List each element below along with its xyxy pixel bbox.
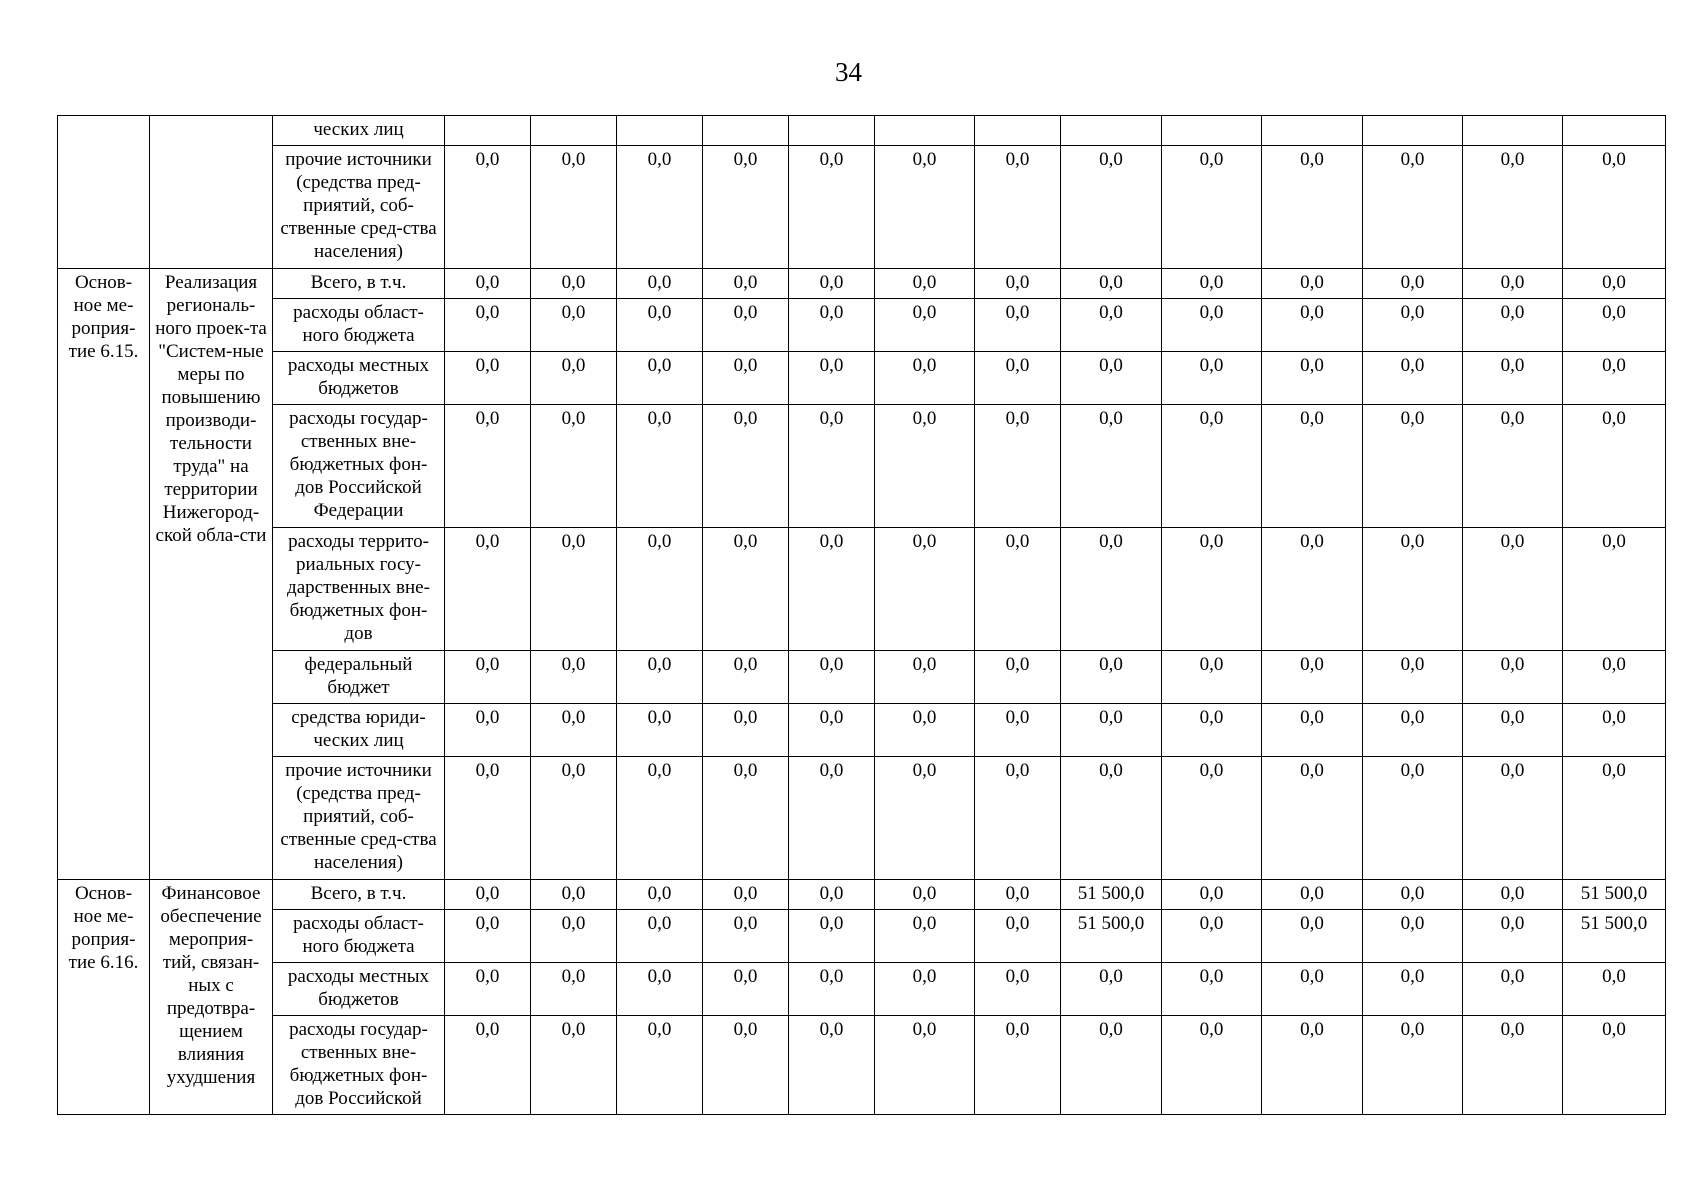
value-cell: 0,0: [1363, 146, 1463, 269]
funding-source-cell: расходы террито-риальных госу-дарственных вне-бюджетных фон-дов: [273, 528, 445, 651]
value-cell: 0,0: [1061, 299, 1162, 352]
value-cell: 0,0: [617, 269, 703, 299]
value-cell: 0,0: [1363, 651, 1463, 704]
value-cell: 0,0: [789, 1016, 875, 1115]
value-cell: 0,0: [1563, 405, 1666, 528]
table-row: [58, 1016, 1666, 1115]
value-cell: 0,0: [1463, 352, 1563, 405]
table-row: [58, 757, 1666, 880]
value-cell: 0,0: [1162, 269, 1262, 299]
value-cell: [1563, 116, 1666, 146]
value-cell: 0,0: [789, 880, 875, 910]
value-cell: [1363, 116, 1463, 146]
value-cell: 0,0: [875, 269, 975, 299]
value-cell: [445, 116, 531, 146]
value-cell: 0,0: [789, 963, 875, 1016]
value-cell: [617, 116, 703, 146]
value-cell: 0,0: [1463, 528, 1563, 651]
value-cell: 0,0: [1262, 880, 1363, 910]
value-cell: 0,0: [789, 146, 875, 269]
value-cell: 0,0: [617, 528, 703, 651]
value-cell: 0,0: [789, 352, 875, 405]
value-cell: 0,0: [1162, 405, 1262, 528]
value-cell: 0,0: [1563, 651, 1666, 704]
value-cell: 0,0: [975, 352, 1061, 405]
funding-source-cell: расходы област-ного бюджета: [273, 910, 445, 963]
value-cell: 0,0: [617, 963, 703, 1016]
value-cell: 0,0: [1563, 963, 1666, 1016]
value-cell: 0,0: [975, 1016, 1061, 1115]
value-cell: 0,0: [1463, 704, 1563, 757]
value-cell: 0,0: [1262, 528, 1363, 651]
value-cell: 0,0: [1463, 757, 1563, 880]
funding-source-cell: ческих лиц: [273, 116, 445, 146]
value-cell: 0,0: [1262, 1016, 1363, 1115]
value-cell: 0,0: [1363, 704, 1463, 757]
value-cell: 0,0: [703, 528, 789, 651]
value-cell: 0,0: [875, 651, 975, 704]
measure-cell: Основ-ное ме-роприя-тие 6.15.: [58, 269, 150, 880]
value-cell: 0,0: [1162, 704, 1262, 757]
value-cell: 0,0: [617, 757, 703, 880]
value-cell: 0,0: [789, 528, 875, 651]
value-cell: 0,0: [1363, 299, 1463, 352]
value-cell: 0,0: [1162, 352, 1262, 405]
value-cell: [531, 116, 617, 146]
value-cell: 0,0: [531, 757, 617, 880]
value-cell: 0,0: [1061, 704, 1162, 757]
value-cell: [1262, 116, 1363, 146]
table-row: [58, 880, 1666, 910]
value-cell: 0,0: [1563, 528, 1666, 651]
value-cell: 0,0: [1061, 528, 1162, 651]
value-cell: 0,0: [975, 269, 1061, 299]
value-cell: 0,0: [1463, 1016, 1563, 1115]
value-cell: 0,0: [1463, 651, 1563, 704]
value-cell: 0,0: [703, 651, 789, 704]
value-cell: 0,0: [703, 910, 789, 963]
value-cell: 0,0: [1262, 651, 1363, 704]
funding-source-cell: федеральный бюджет: [273, 651, 445, 704]
value-cell: 0,0: [1061, 651, 1162, 704]
value-cell: 0,0: [789, 704, 875, 757]
value-cell: 0,0: [1363, 963, 1463, 1016]
value-cell: 0,0: [1563, 352, 1666, 405]
value-cell: 0,0: [975, 528, 1061, 651]
value-cell: 51 500,0: [1563, 910, 1666, 963]
value-cell: 0,0: [1463, 269, 1563, 299]
value-cell: 0,0: [445, 1016, 531, 1115]
value-cell: 0,0: [975, 146, 1061, 269]
value-cell: 0,0: [875, 880, 975, 910]
value-cell: 0,0: [445, 405, 531, 528]
value-cell: 0,0: [531, 910, 617, 963]
value-cell: 0,0: [1563, 704, 1666, 757]
value-cell: 0,0: [1262, 269, 1363, 299]
table-row: [58, 405, 1666, 528]
table-row: [58, 146, 1666, 269]
value-cell: 51 500,0: [1061, 880, 1162, 910]
value-cell: 0,0: [975, 299, 1061, 352]
value-cell: 0,0: [1463, 405, 1563, 528]
funding-source-cell: Всего, в т.ч.: [273, 269, 445, 299]
value-cell: 0,0: [1162, 299, 1262, 352]
value-cell: 0,0: [445, 146, 531, 269]
funding-source-cell: расходы местных бюджетов: [273, 963, 445, 1016]
value-cell: 0,0: [703, 963, 789, 1016]
value-cell: 0,0: [703, 757, 789, 880]
value-cell: 0,0: [1563, 757, 1666, 880]
value-cell: 0,0: [531, 405, 617, 528]
value-cell: 0,0: [1061, 963, 1162, 1016]
value-cell: 0,0: [875, 704, 975, 757]
value-cell: 0,0: [875, 405, 975, 528]
value-cell: 0,0: [1061, 269, 1162, 299]
value-cell: 0,0: [1061, 352, 1162, 405]
value-cell: 0,0: [617, 1016, 703, 1115]
value-cell: 0,0: [975, 405, 1061, 528]
value-cell: 0,0: [445, 528, 531, 651]
value-cell: 0,0: [703, 880, 789, 910]
value-cell: 0,0: [1262, 352, 1363, 405]
value-cell: 0,0: [975, 910, 1061, 963]
value-cell: 0,0: [975, 963, 1061, 1016]
value-cell: 0,0: [875, 910, 975, 963]
value-cell: 0,0: [531, 704, 617, 757]
value-cell: 0,0: [617, 146, 703, 269]
value-cell: 0,0: [1363, 528, 1463, 651]
value-cell: [1061, 116, 1162, 146]
value-cell: 0,0: [975, 880, 1061, 910]
funding-source-cell: Всего, в т.ч.: [273, 880, 445, 910]
value-cell: 0,0: [1162, 910, 1262, 963]
value-cell: 0,0: [1363, 880, 1463, 910]
value-cell: 0,0: [1162, 651, 1262, 704]
measure-name-cell: Финансовое обеспечение мероприя-тий, связан-ных с предотвра-щением влияния ухудшения: [150, 880, 273, 1115]
value-cell: 0,0: [617, 352, 703, 405]
table-row: [58, 963, 1666, 1016]
value-cell: 0,0: [1363, 269, 1463, 299]
measure-name-cell: [150, 116, 273, 269]
value-cell: 0,0: [531, 269, 617, 299]
value-cell: 0,0: [1563, 269, 1666, 299]
funding-source-cell: прочие источники (средства пред-приятий, соб-ственные сред-ства населения): [273, 757, 445, 880]
value-cell: 0,0: [1463, 910, 1563, 963]
funding-source-cell: расходы государ-ственных вне-бюджетных фон-дов Российской Федерации: [273, 405, 445, 528]
value-cell: 0,0: [1563, 299, 1666, 352]
value-cell: 0,0: [1162, 757, 1262, 880]
value-cell: 0,0: [617, 910, 703, 963]
funding-source-cell: расходы област-ного бюджета: [273, 299, 445, 352]
table-row: [58, 352, 1666, 405]
value-cell: [789, 116, 875, 146]
value-cell: 0,0: [1463, 963, 1563, 1016]
value-cell: 0,0: [703, 352, 789, 405]
value-cell: 0,0: [531, 651, 617, 704]
value-cell: 0,0: [1363, 352, 1463, 405]
value-cell: 0,0: [1162, 528, 1262, 651]
measure-cell: Основ-ное ме-роприя-тие 6.16.: [58, 880, 150, 1115]
value-cell: 0,0: [703, 299, 789, 352]
value-cell: 51 500,0: [1563, 880, 1666, 910]
table-row: [58, 651, 1666, 704]
value-cell: 0,0: [617, 704, 703, 757]
value-cell: [1463, 116, 1563, 146]
value-cell: 0,0: [1162, 1016, 1262, 1115]
value-cell: [1162, 116, 1262, 146]
funding-source-cell: расходы местных бюджетов: [273, 352, 445, 405]
value-cell: 0,0: [1061, 146, 1162, 269]
value-cell: 0,0: [445, 651, 531, 704]
value-cell: 0,0: [1162, 880, 1262, 910]
value-cell: 0,0: [1363, 405, 1463, 528]
value-cell: [703, 116, 789, 146]
value-cell: 0,0: [1463, 299, 1563, 352]
value-cell: 0,0: [1061, 757, 1162, 880]
value-cell: 0,0: [789, 299, 875, 352]
value-cell: 0,0: [445, 757, 531, 880]
value-cell: 0,0: [875, 528, 975, 651]
value-cell: 0,0: [445, 299, 531, 352]
table-row: [58, 269, 1666, 299]
value-cell: 0,0: [531, 963, 617, 1016]
value-cell: 51 500,0: [1061, 910, 1162, 963]
value-cell: 0,0: [445, 910, 531, 963]
value-cell: 0,0: [1262, 299, 1363, 352]
value-cell: 0,0: [875, 963, 975, 1016]
value-cell: 0,0: [531, 880, 617, 910]
value-cell: 0,0: [789, 910, 875, 963]
budget-table: [57, 115, 1666, 1115]
value-cell: 0,0: [1363, 910, 1463, 963]
table-row: [58, 528, 1666, 651]
value-cell: 0,0: [617, 405, 703, 528]
value-cell: 0,0: [1363, 1016, 1463, 1115]
value-cell: 0,0: [703, 146, 789, 269]
value-cell: 0,0: [875, 757, 975, 880]
value-cell: 0,0: [531, 352, 617, 405]
value-cell: 0,0: [1262, 910, 1363, 963]
measure-name-cell: Реализация региональ-ного проек-та "Систем-ные меры по повышению производи-тельности труда" на территории Нижегород-ской обла-сти: [150, 269, 273, 880]
value-cell: 0,0: [1162, 963, 1262, 1016]
value-cell: 0,0: [617, 299, 703, 352]
value-cell: 0,0: [875, 1016, 975, 1115]
value-cell: 0,0: [445, 352, 531, 405]
value-cell: 0,0: [1262, 405, 1363, 528]
funding-source-cell: прочие источники (средства пред-приятий, соб-ственные сред-ства населения): [273, 146, 445, 269]
value-cell: [875, 116, 975, 146]
value-cell: 0,0: [789, 757, 875, 880]
value-cell: 0,0: [875, 352, 975, 405]
table-row: [58, 910, 1666, 963]
value-cell: 0,0: [531, 146, 617, 269]
value-cell: 0,0: [875, 299, 975, 352]
value-cell: 0,0: [1061, 405, 1162, 528]
value-cell: 0,0: [789, 269, 875, 299]
value-cell: 0,0: [703, 1016, 789, 1115]
value-cell: 0,0: [617, 651, 703, 704]
value-cell: 0,0: [1463, 880, 1563, 910]
value-cell: 0,0: [445, 704, 531, 757]
value-cell: 0,0: [531, 299, 617, 352]
table-row: [58, 299, 1666, 352]
value-cell: 0,0: [1061, 1016, 1162, 1115]
table-body: [58, 116, 1666, 1115]
value-cell: 0,0: [789, 651, 875, 704]
value-cell: 0,0: [1262, 963, 1363, 1016]
value-cell: 0,0: [703, 269, 789, 299]
value-cell: 0,0: [531, 528, 617, 651]
value-cell: 0,0: [1363, 757, 1463, 880]
value-cell: 0,0: [617, 880, 703, 910]
value-cell: 0,0: [445, 269, 531, 299]
measure-cell: [58, 116, 150, 269]
table-row: [58, 116, 1666, 146]
value-cell: 0,0: [1563, 1016, 1666, 1115]
value-cell: 0,0: [1162, 146, 1262, 269]
page-number: 34: [835, 57, 862, 87]
value-cell: 0,0: [531, 1016, 617, 1115]
value-cell: 0,0: [1262, 757, 1363, 880]
value-cell: 0,0: [789, 405, 875, 528]
value-cell: 0,0: [445, 963, 531, 1016]
funding-source-cell: расходы государ-ственных вне-бюджетных фон-дов Российской: [273, 1016, 445, 1115]
funding-source-cell: средства юриди-ческих лиц: [273, 704, 445, 757]
value-cell: 0,0: [975, 704, 1061, 757]
value-cell: 0,0: [975, 651, 1061, 704]
value-cell: 0,0: [703, 704, 789, 757]
value-cell: 0,0: [1463, 146, 1563, 269]
value-cell: 0,0: [1262, 146, 1363, 269]
value-cell: [975, 116, 1061, 146]
table-row: [58, 704, 1666, 757]
value-cell: 0,0: [1563, 146, 1666, 269]
value-cell: 0,0: [975, 757, 1061, 880]
value-cell: 0,0: [1262, 704, 1363, 757]
value-cell: 0,0: [703, 405, 789, 528]
value-cell: 0,0: [445, 880, 531, 910]
value-cell: 0,0: [875, 146, 975, 269]
